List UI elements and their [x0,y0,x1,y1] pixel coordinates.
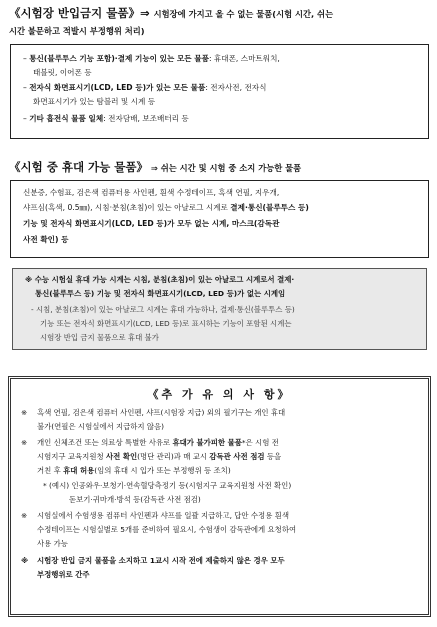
notes-title: 《추 가 유 의 사 항》 [147,388,292,401]
note-4-mark: ※ [21,556,29,565]
note-2-mark: ※ [21,438,28,447]
note-2-line-3b: 휴대 허용 [63,466,95,475]
note-2-line-4: * (예시) 인공와우·보청기·연속혈당측정기 등(시험지구 교육지원청 사전 확인) [43,481,292,490]
watch-notice-line-2: 통신(블루투스 등) 기능 및 전자식 화면표시기(LCD, LED 등)가 없는 시계임 [35,289,286,298]
prohibited-item-2-label: 전자식 화면표시기(LCD, LED 등)가 있는 모든 물품 [29,83,206,92]
section2-title: 《시험 중 휴대 가능 물품》 [9,160,148,174]
note-3-line-1: 시험실에서 수험생용 컴퓨터 사인펜과 샤프를 일괄 지급하고, 답안 수정용 흰색 [37,511,289,520]
section1-title: 《시험장 반입금지 물품》⇒ [9,6,154,20]
prohibited-item-1-desc2: 태블릿, 이어폰 등 [33,68,92,77]
note-2-line-3c: (임의 휴대 시 입가 또는 부정행위 등 조치) [94,466,231,475]
note-2-line-1a: 개인 신체조건 또는 의료상 특별한 사유로 [37,438,173,447]
watch-notice-box [12,268,427,350]
note-2-line-1b: 휴대가 불가피한 물품 [172,438,242,447]
allowed-line-4: 사전 확인) 등 [23,235,69,244]
note-2-line-1 [37,437,279,449]
section1-subtitle-line2: 시간 불문하고 적발시 부정행위 처리) [9,26,145,36]
note-1-line-1: 흑색 연필, 검은색 컴퓨터 사인펜, 샤프(시험장 지급) 외의 필기구는 개인 휴대 [37,408,286,417]
section2-subtitle: ⇒ 쉬는 시간 및 시험 중 소지 가능한 물품 [148,163,302,173]
watch-notice-line-3: - 시침, 분침(초침)이 있는 아날로그 시계는 휴대 가능하나, 결제·통신(블루투스 등) [31,305,295,314]
note-1-line-2: 불가(연필은 시험실에서 지급하지 않음) [37,422,165,431]
prohibited-item-3-label: 기타 흡전식 물품 일체 [29,114,104,123]
note-2-line-3a: 거친 후 [37,466,64,475]
allowed-line-1: 신분증, 수험표, 검은색 컴퓨터용 사인펜, 흰색 수정테이프, 흑색 연필, 지우개, [23,188,280,197]
watch-notice-line-5: 시험장 반입 금지 물품으로 휴대 불가 [40,333,159,342]
note-4-line-1: 시험장 반입 금지 물품을 소지하고 1교시 시작 전에 제출하지 않은 경우 모두 [37,556,285,565]
watch-notice-mark: ※ [25,275,33,284]
section1-subtitle-line1: 시험장에 가지고 올 수 없는 물품(시험 시간, 쉬는 [153,9,334,19]
watch-notice-line-4: 기능 또는 전자식 화면표시기(LCD, LED 등)로 표시하는 기능이 포함된 시계는 [40,319,292,328]
note-2-line-2c: (명단 관리)과 매 교시 [137,452,210,461]
prohibited-item-3: – 기타 흡전식 물품 일체: 전자담배, 보조배터리 등 [23,114,189,123]
prohibited-items-box [10,44,429,139]
additional-notes-box [8,376,431,617]
allowed-line-2 [23,202,309,215]
prohibited-item-1-label: 통신(블루투스 기능 포함)·결제 기능이 있는 모든 물품 [29,54,209,63]
section1-heading-line2 [9,23,145,39]
prohibited-item-2-desc: : 전자사전, 전자식 [205,83,267,92]
note-2-line-2d: 감독관 사전 점검 [209,452,265,461]
allowed-items-box [10,180,429,258]
note-1-mark: ※ [21,408,28,417]
section2-heading [9,160,301,176]
prohibited-item-1: – 통신(블루투스 기능 포함)·결제 기능이 있는 모든 물품: 휴대폰, 스마트워치, [23,54,280,63]
note-2-line-2a: 시험지구 교육지원청 [37,452,106,461]
note-2-line-2b: 사전 확인 [105,452,138,461]
note-3-line-3: 사용 가능 [37,539,68,548]
prohibited-item-2-desc2: 화면표시기가 있는 탐블러 및 시계 등 [33,97,156,106]
note-2-line-1c: *은 시험 전 [241,438,279,447]
note-2-line-2e: 등을 [264,452,282,461]
section1-heading [9,6,333,22]
note-2-line-5: 돋보기·귀마개·방석 등(감독관 사전 점검) [69,495,201,504]
prohibited-item-3-desc: : 전자담배, 보조배터리 등 [103,114,189,123]
note-4-line-2: 부정행위로 간주 [37,570,90,579]
prohibited-item-2: – 전자식 화면표시기(LCD, LED 등)가 있는 모든 물품: 전자사전, 전자식 [23,83,267,92]
note-2-line-2 [37,451,281,463]
note-3-mark: ※ [21,511,28,520]
prohibited-item-1-desc: : 휴대폰, 스마트워치, [208,54,280,63]
allowed-line-2b: 결제·통신(블루투스 등) [230,203,309,212]
allowed-line-3: 기능 및 전자식 화면표시기(LCD, LED 등)가 모두 없는 시계, 마스크(감독관 [23,219,280,228]
allowed-line-2a: 샤프심(흑색, 0.5㎜), 시침·분침(초침)이 있는 아날로그 시계로 [23,203,231,212]
watch-notice-line-1 [25,274,294,287]
note-2-line-3 [37,465,231,477]
watch-notice-text-1: 수능 시험실 휴대 가능 시계는 시침, 분침(초침)이 있는 아날로그 시계로서 결제· [34,275,295,284]
note-3-line-2: 수정테이프는 시험실별로 5개를 준비하여 필요시, 수험생이 감독관에게 요청하여 [37,525,297,534]
